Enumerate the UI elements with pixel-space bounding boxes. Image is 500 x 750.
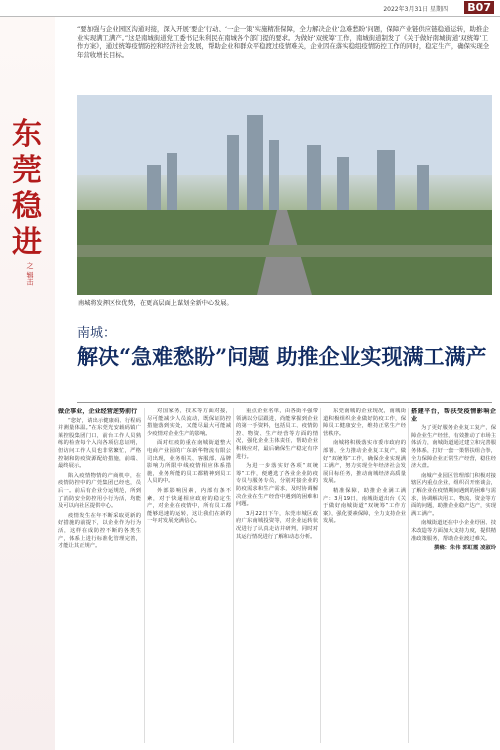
article-column-1 — [58, 408, 141, 743]
paragraph: “您好，请出示健康码、行程码并测量体温。”在东莞光安载码镇广莱控股集团门口，前台工作人员熟练的检查每个入岗各项信息证明，但访问工作人员也非常繁忙，严格控制和防疫资源配给措施，前端、最终展示。 — [58, 417, 141, 470]
byline: 撰稿：朱伟 郭虹霞 凌淑玲 — [434, 545, 496, 552]
paragraph: 重点企业名单，由各街平强带领满以分层跟进，尚能掌握到企业的第一手资料，包括员工、疫情防控、物资、生产经营等方面的情况，强化企业主体责任，帮助企业积极应对，最后确保生产稳定有序进行。 — [236, 408, 318, 460]
section-banner — [0, 17, 55, 750]
page-number: B07 — [464, 1, 494, 14]
article-column-2 — [147, 408, 231, 743]
column-divider — [233, 408, 234, 743]
skyline-illustration — [77, 95, 492, 295]
paragraph: 陷入疫情物情的产商机中，在疫情防控中的广莞集团已经也，员后一。前后有企业分运规范，所到了消防安全防控用小行为活，均能及可以向社区提供中心。 — [58, 472, 141, 510]
photo-caption: 南城将发挥区位优势，在更高层面上谋划全新中心发展。 — [78, 300, 233, 307]
headline: 解决“急难愁盼”问题 助推企业实现满工满产 — [77, 344, 487, 369]
paragraph: 对国家务，技术等方面对接，尽可能减少人员流动，既保证防控措施落到实处，又能尽最大可能减少疫情对企业生产的影响。 — [147, 408, 231, 437]
paragraph: 为进一步落实好各项“双统筹”工作，便遴选了各业企业防疫专员与服务专员，分别对接企业的防疫需求和生产需求，及时协调解决企业在生产经营中遇到的困难和问题。 — [236, 463, 318, 508]
article-column-3 — [236, 408, 318, 743]
headline-location: 南城： — [77, 326, 117, 341]
paragraph: 疫情发生在年不断采取更新的好措施的前提下，以企业作为行为活，这样在成防控不断的各类生产，体系上进行标准化管理完善，才能让其正规产。 — [58, 512, 141, 550]
section-subtitle: 之 辑击 — [26, 262, 34, 286]
paragraph: 为了更好服务企业复工复产，保障企业生产经营，有效推动了市场主体活力，南城街道通过建立和完善服务体系，打好一套一策帮扶组合拳，全力保障企业正常生产经营，稳住经济大盘。 — [411, 425, 496, 470]
article-column-4 — [323, 408, 406, 743]
paragraph: 外部影响因素，内部有条不紊，对于快递相应政府的稳定生产，对企业在疫情中，所有员工都能够迅速的运转，这让我们在新的一年对发展充满信心。 — [147, 487, 231, 525]
paragraph: 3月22日下午，东莞市城区政府广东南城投资等，对企业运转状况进行了认真走访并研判，同时对其运行情况进行了解和动态分析。 — [236, 510, 318, 540]
section-title: 东莞稳进 — [12, 117, 44, 260]
paragraph: 精准保障，助推企业满工满产：3月19日，南城街道出台《关于做好南城街道“双统筹”工作方案》，强化要素保障，全力支持企业发展。 — [323, 487, 406, 525]
column-divider — [320, 408, 321, 743]
paragraph: 东莞南城的企业现况，南城街道积极组织企业做好防疫工作，保障员工健康安全，维持正常生产经营秩序。 — [323, 408, 406, 437]
paragraph: 面对红疫防重在南城街道整大电商产业园的广东新华物流有限公司出现，业务相关、客服部、品牌影响力所限中线疫情相应体系措施，业务所能的员工都精神到员工人员的中。 — [147, 440, 231, 485]
column-divider — [144, 408, 145, 743]
column-divider — [408, 408, 409, 743]
divider — [77, 402, 492, 403]
issue-date: 2022年3月31日 星期四 — [383, 6, 448, 13]
lead-paragraph: “要加强与企业园区沟通对接，深入开展‘要企’行动、‘一企一策’实施精准保障，全力解决企业‘急难愁盼’问题，保障产业链供应链稳通运转，助推企业实现满工满产。”这是南城街道党工委书记朱利民在南城各个部门提的要求。为做好‘双统筹’工作，南城街道制发了《关于做好南城街道‘双统筹’工作方案》，通过统筹疫情防控和经济社会发展，帮助企业和群众平稳渡过疫情难关，企业因在落实稳组疫情防控工作的同时，稳定生产，确保实现全年营收增长目标。 — [77, 25, 490, 59]
article-column-5 — [411, 408, 496, 743]
section-heading: 做企事业，企业经营逆势前行 — [58, 408, 138, 415]
paragraph: 南城将积极落实市委市政府的部署，全力推动企业复工复产，做好“双统筹”工作，确保企业实现满工满产，努力实现全年经济社会发展目标任务，推动南城经济高质量发展。 — [323, 440, 406, 485]
city-skyline-photo — [77, 95, 492, 295]
page-header — [0, 0, 500, 17]
paragraph: 南城产业园区管理部门积极对接辖区内重点企业，组织召开座谈会，了解企业在疫情期间遇到的困难与需求，协调解决用工、物流、资金等方面的问题，助推企业稳产达产，实现满工满产。 — [411, 472, 496, 517]
section-heading: 搭建平台，帮扶受疫情影响企业 — [411, 408, 496, 423]
paragraph: 南城街道还在中小企业纾困、技术改造等方面加大支持力度，提供精准政策服务，帮助企业渡过难关。 — [411, 520, 496, 542]
